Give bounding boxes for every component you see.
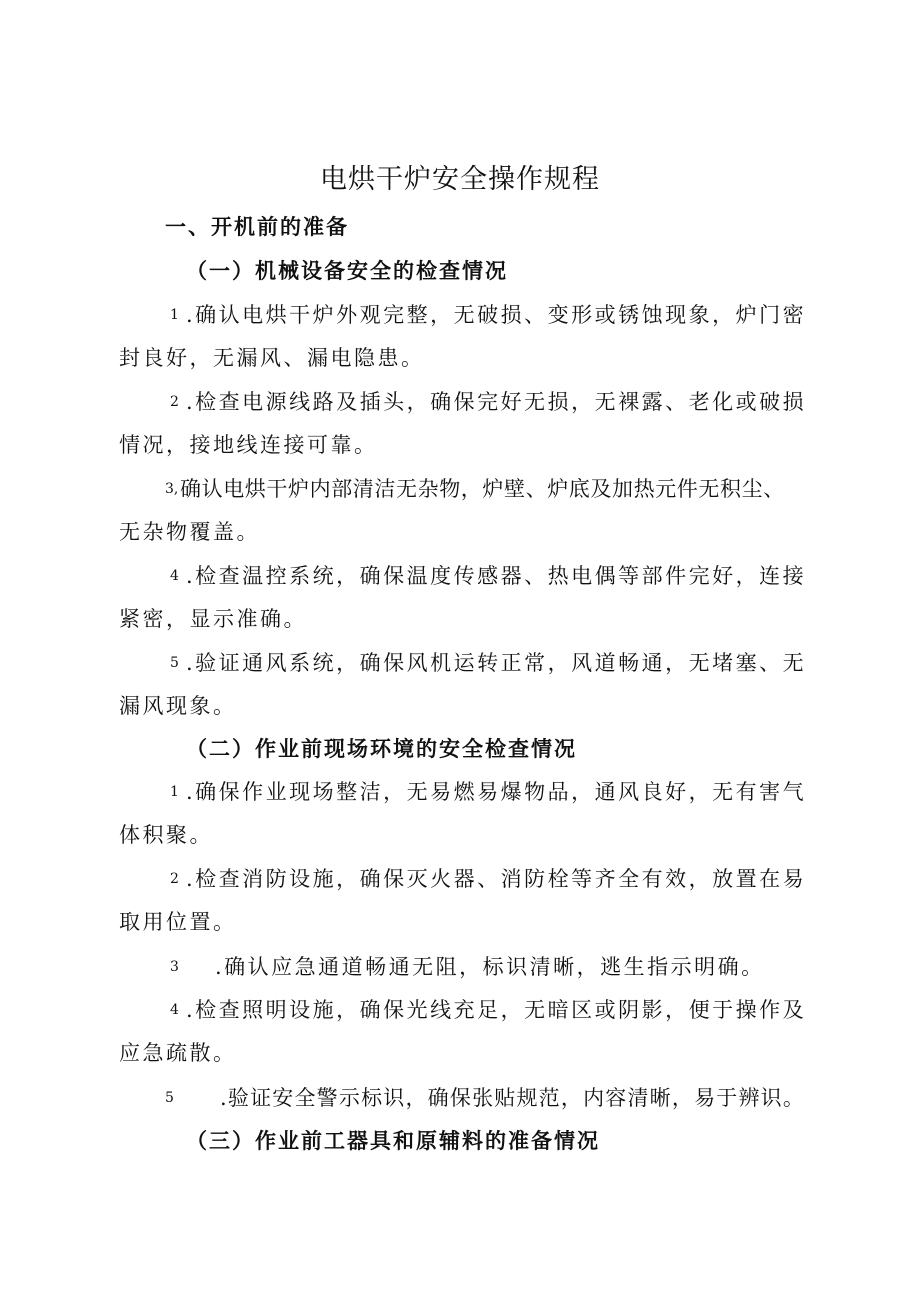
item-text-line: 体积聚。 <box>119 823 213 847</box>
section-heading-1: 一、开机前的准备 <box>165 214 349 239</box>
item-number: 4 <box>170 1002 179 1018</box>
subsection-heading-2: （二）作业前现场环境的安全检查情况 <box>186 736 577 761</box>
item-text-line: .检查照明设施，确保光线充足，无暗区或阴影，便于操作及 <box>186 998 807 1022</box>
item-number: 2 <box>170 871 179 887</box>
item-text-line: .确保作业现场整洁，无易燃易爆物品，通风良好，无有害气 <box>186 780 807 804</box>
item-number: 3 <box>170 959 179 975</box>
item-text-line: 封良好，无漏风、漏电隐患。 <box>119 346 425 370</box>
item-number: 5 <box>170 655 179 671</box>
item-text-line: 无杂物覆盖。 <box>119 520 260 544</box>
item-text-line: 漏风现象。 <box>119 694 237 718</box>
item-text-line: 情况，接地线连接可靠。 <box>119 433 378 457</box>
item-number: 1 <box>170 784 179 800</box>
item-text-line: 取用位置。 <box>119 910 237 934</box>
subsection-heading-3: （三）作业前工器具和原辅料的准备情况 <box>186 1128 600 1153</box>
item-number: 4 <box>170 568 179 584</box>
item-text-line: 紧密，显示准确。 <box>119 607 307 631</box>
item-number: 2 <box>170 394 179 410</box>
item-text-line: .检查温控系统，确保温度传感器、热电偶等部件完好，连接 <box>186 564 807 588</box>
item-number: 3, <box>165 481 179 497</box>
item-number: 5 <box>165 1090 174 1106</box>
item-number: 1 <box>170 307 179 323</box>
item-text-line: 应急疏散。 <box>119 1041 237 1065</box>
item-text-line: .检查消防设施，确保灭火器、消防栓等齐全有效，放置在易 <box>186 867 807 891</box>
item-text-line: .确认电烘干炉外观完整，无破损、变形或锈蚀现象，炉门密 <box>186 303 807 327</box>
item-text-line: .检查电源线路及插头，确保完好无损，无裸露、老化或破损 <box>186 390 807 414</box>
item-text-line: .验证安全警示标识，确保张贴规范，内容清晰，易于辨识。 <box>220 1086 806 1110</box>
item-text-line: .验证通风系统，确保风机运转正常，风道畅通，无堵塞、无 <box>186 651 807 675</box>
document-title: 电烘干炉安全操作规程 <box>320 164 600 195</box>
subsection-heading-1: （一）机械设备安全的检查情况 <box>186 258 508 283</box>
item-text-line: .确认应急通道畅通无阻，标识清晰，逃生指示明确。 <box>215 955 765 979</box>
item-text-line: 确认电烘干炉内部清洁无杂物，炉壁、炉底及加热元件无积尘、 <box>180 477 785 501</box>
